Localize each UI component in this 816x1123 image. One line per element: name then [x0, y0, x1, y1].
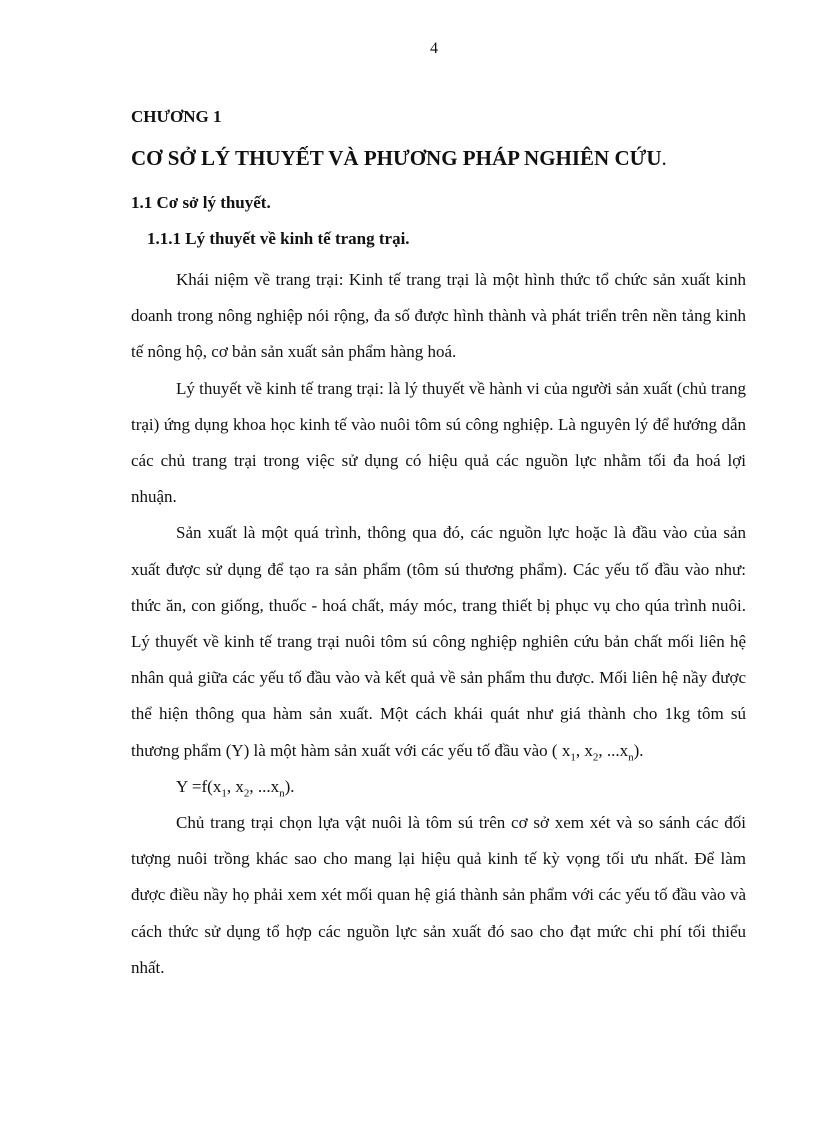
body-text — [131, 262, 746, 986]
chapter-title — [131, 146, 667, 171]
paragraph-farmer-choice: Chủ trang trại chọn lựa vật nuôi là tôm sú trên cơ sở xem xét và so sánh các đối tượng nuôi trồng khác sao cho mang lại hiệu quả kinh tế kỳ vọng tối ưu nhất. Để làm được điều nầy họ phải xem xét mối quan hệ giá thành sản phẩm với các yếu tố đầu vào và cách thức sử dụng tổ hợp các nguồn lực sản xuất đó sao cho đạt mức chi phí tối thiểu nhất. — [131, 813, 746, 977]
chapter-title-text: CƠ SỞ LÝ THUYẾT VÀ PHƯƠNG PHÁP NGHIÊN CỨU — [131, 146, 662, 170]
formula-xn-sub: n — [279, 787, 285, 800]
formula-x1: x — [212, 776, 222, 796]
formula-line — [131, 769, 746, 805]
paragraph-theory: Lý thuyết về kinh tế trang trại: là lý thuyết về hành vi của người sản xuất (chủ trang trại) ứng dụng khoa học kinh tế vào nuôi tôm sú công nghiệp. Là nguyên lý để hướng dẫn các chủ trang trại trong việc sử dụng có hiệu quả các nguồn lực nhằm tối đa hoá lợi nhuận. — [131, 378, 746, 507]
var-sep-1: , — [575, 740, 585, 760]
var-close: ). — [633, 740, 644, 760]
formula-prefix: Y =f( — [176, 776, 213, 796]
formula-ellipsis: , ... — [249, 776, 271, 796]
var-x2: x — [584, 740, 593, 760]
formula-x1-sub: 1 — [221, 787, 227, 800]
var-xn: x — [619, 740, 629, 760]
paragraph-production-text: Sản xuất là một quá trình, thông qua đó, các nguồn lực hoặc là đầu vào của sản xuất được sử dụng để tạo ra sản phẩm (tôm sú thương phẩm). Các yếu tố đầu vào như: thức ăn, con giống, thuốc - hoá chất, máy móc, trang thiết bị phục vụ cho qúa trình nuôi. Lý thuyết về kinh tế trang trại nuôi tôm sú công nghiệp nghiên cứu bản chất mối liên hệ nhân quả giữa các yếu tố đầu vào và kết quả về sản phẩm thu được. Mối liên hệ nầy được thể hiện thông qua hàm sản xuất. Một cách khái quát như giá thành cho 1kg tôm sú thương phẩm (Y) là một hàm sản xuất với các yếu tố đầu vào ( — [131, 523, 746, 760]
chapter-label: CHƯƠNG 1 — [131, 107, 222, 126]
paragraph-production — [131, 515, 746, 768]
formula-x2: x — [235, 776, 244, 796]
var-x1: x — [561, 740, 571, 760]
var-xn-sub: n — [628, 751, 634, 764]
formula-close: ). — [284, 776, 295, 796]
paragraph-definition: Khái niệm về trang trại: Kinh tế trang trại là một hình thức tổ chức sản xuất kinh doanh trong nông nghiệp nói rộng, đa số được hình thành và phát triển trên nền tảng kinh tế nông hộ, cơ bản sản xuất sản phẩm hàng hoá. — [131, 270, 746, 362]
var-x1-sub: 1 — [570, 751, 576, 764]
var-ellipsis: , ... — [598, 740, 620, 760]
chapter-title-period: . — [661, 146, 667, 170]
formula-sep-1: , — [226, 776, 236, 796]
formula-x2-sub: 2 — [243, 787, 250, 800]
var-x2-sub: 2 — [592, 751, 599, 764]
section-heading: 1.1 Cơ sở lý thuyết. — [131, 193, 271, 212]
formula-xn: x — [270, 776, 280, 796]
subsection-heading: 1.1.1 Lý thuyết về kinh tế trang trại. — [147, 229, 410, 248]
page-number: 4 — [430, 40, 438, 57]
